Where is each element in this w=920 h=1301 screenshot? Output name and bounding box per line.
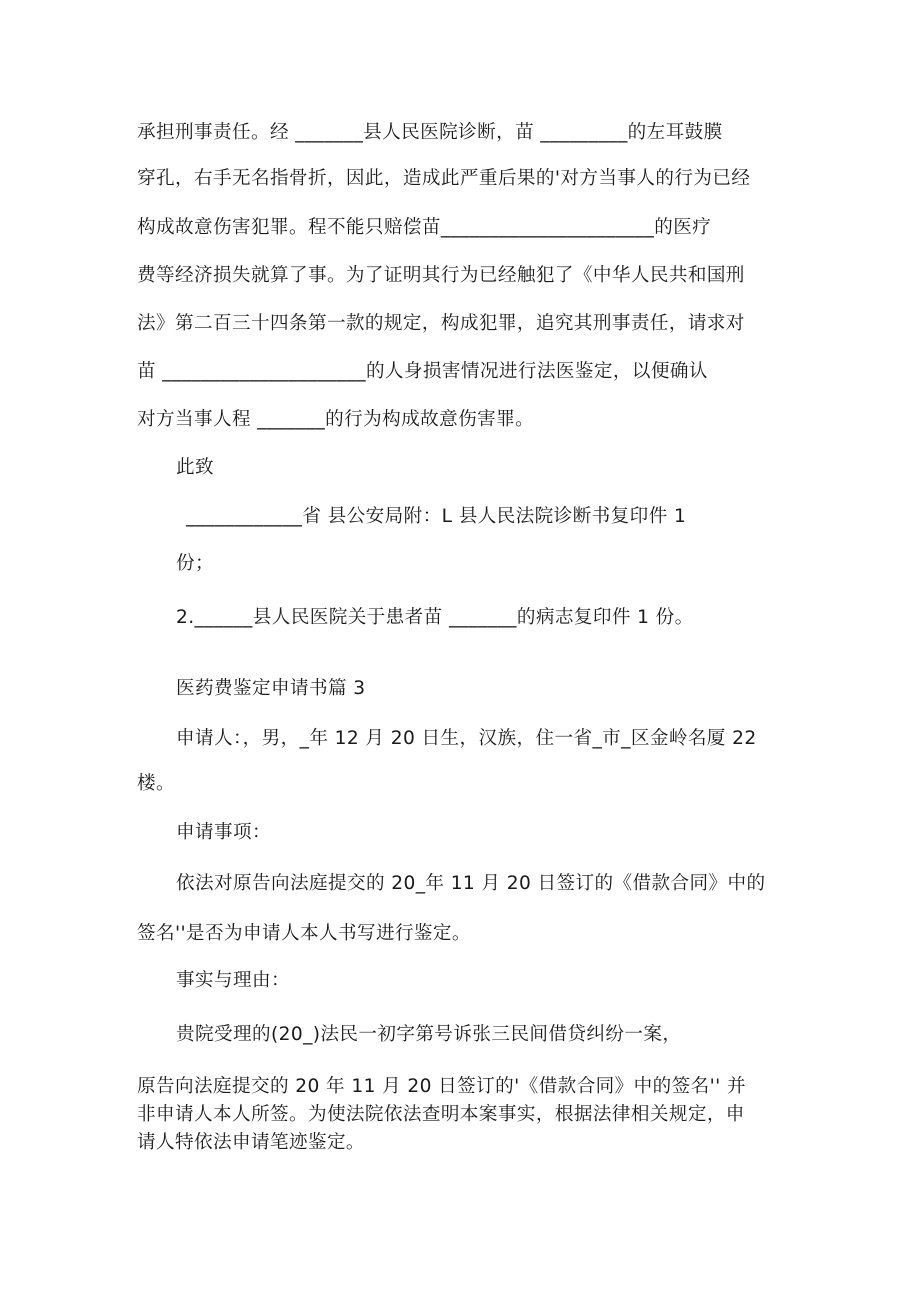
attachment-line: 份； [176, 553, 214, 574]
heading-facts-reasons: 事实与理由： [176, 970, 290, 991]
section-title: 医药费鉴定申请书篇 3 [176, 678, 366, 699]
paragraph-line: 贵院受理的(20_)法民一初字第号诉张三民间借贷纠纷一案， [176, 1024, 682, 1045]
paragraph-line: 费等经济损失就算了事。为了证明其行为已经触犯了《中华人民共和国刑 [137, 265, 745, 286]
paragraph-line: 苗 _____________________的人身损害情况进行法医鉴定，以便确认 [137, 361, 708, 382]
paragraph-line: 非申请人本人所签。为使法院依法查明本案事实，根据法律相关规定，申 [137, 1104, 745, 1125]
paragraph-line: 法》第二百三十四条第一款的规定，构成犯罪，追究其刑事责任，请求对 [137, 313, 745, 334]
attachment-line: 2.______县人民医院关于患者苗 _______的病志复印件 1 份。 [176, 607, 694, 628]
paragraph-line: 请人特依法申请笔迹鉴定。 [137, 1132, 365, 1153]
attachment-line: ____________省 县公安局附：L 县人民法院诊断书复印件 1 [186, 506, 687, 527]
paragraph-line: 构成故意伤害犯罪。程不能只赔偿苗______________________的医疗 [137, 217, 712, 238]
paragraph-line: 对方当事人程 _______的行为构成故意伤害罪。 [137, 409, 535, 430]
paragraph-line: 依法对原告向法庭提交的 20_年 11 月 20 日签订的《借款合同》中的 [176, 873, 766, 894]
applicant-line: 楼。 [137, 773, 175, 794]
paragraph-line: 签名''是否为申请人本人书写进行鉴定。 [137, 923, 471, 944]
paragraph-line: 穿孔，右手无名指骨折，因此，造成此严重后果的'对方当事人的行为已经 [137, 168, 751, 189]
applicant-line: 申请人：，男，_年 12 月 20 日生，汉族，住一省_市_区金岭名厦 22 [176, 728, 757, 749]
salutation: 此致 [176, 457, 214, 478]
heading-request-items: 申请事项： [176, 822, 271, 843]
paragraph-line: 原告向法庭提交的 20 年 11 月 20 日签订的'《借款合同》中的签名'' 并 [137, 1076, 746, 1097]
paragraph-line: 承担刑事责任。经 _______县人民医院诊断，苗 _________的左耳鼓膜 [137, 122, 723, 143]
